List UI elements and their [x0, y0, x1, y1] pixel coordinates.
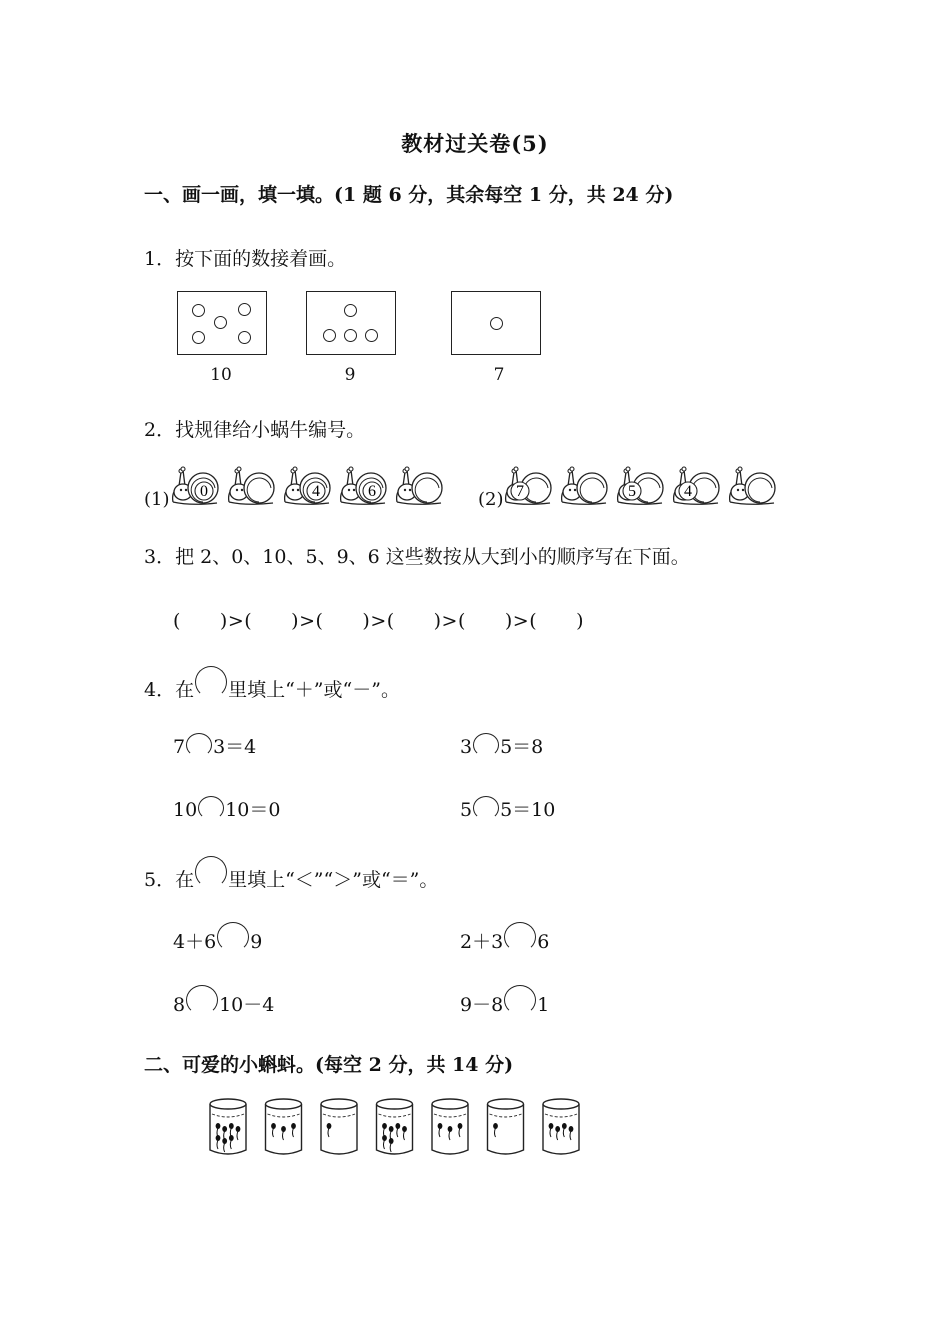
- q4-item-2: [460, 732, 543, 759]
- operand: 9－8: [460, 994, 504, 1016]
- tadpole-jars: [210, 1099, 579, 1154]
- q4-text-before: 4．在: [144, 679, 195, 701]
- answer-circle[interactable]: [186, 985, 218, 1015]
- row2-label: (2): [478, 489, 504, 510]
- q4-text: [144, 666, 400, 702]
- q2-text: 2．找规律给小蜗牛编号。: [144, 419, 366, 441]
- section1-heading: 一、画一画，填一填。(1 题 6 分，其余每空 1 分，共 24 分): [144, 184, 674, 206]
- snail-number: 4: [312, 483, 320, 500]
- blank-circle-icon: [195, 666, 227, 698]
- snail-row-2: [506, 467, 775, 504]
- operand: 5＝8: [500, 736, 544, 758]
- tadpole-jar: [210, 1099, 246, 1154]
- operand: 6: [537, 931, 550, 953]
- tadpole-jar: [377, 1099, 413, 1154]
- answer-circle[interactable]: [186, 733, 212, 757]
- operand: 3: [460, 736, 473, 758]
- box-label-3: 7: [493, 365, 505, 385]
- q4-text-after: 里填上“＋”或“－”。: [228, 679, 400, 701]
- q4-item-4: [460, 795, 555, 822]
- answer-circle[interactable]: [473, 796, 499, 820]
- blank-circle-icon: [195, 856, 227, 888]
- snail-number: 0: [200, 483, 208, 500]
- q5-text-before: 5．在: [144, 869, 195, 891]
- operand: 2＋3: [460, 931, 504, 953]
- page-title: 教材过关卷(5): [401, 131, 549, 156]
- operand: 10＝0: [225, 799, 281, 821]
- snail-number: 6: [368, 483, 376, 500]
- snail-number: 4: [684, 483, 692, 500]
- q1-text: 1．按下面的数接着画。: [144, 248, 347, 270]
- tadpole-jar: [266, 1099, 302, 1154]
- operand: 1: [537, 994, 550, 1016]
- q4-item-1: [173, 732, 256, 759]
- box-label-2: 9: [344, 365, 356, 385]
- snail-row-1: [173, 467, 442, 504]
- tadpole-jar: [488, 1099, 524, 1154]
- q5-item-1: [173, 922, 262, 954]
- snail-number: 5: [628, 483, 636, 500]
- operand: 4＋6: [173, 931, 217, 953]
- operand: 10－4: [219, 994, 275, 1016]
- operand: 9: [250, 931, 263, 953]
- q4-item-3: [173, 795, 280, 822]
- tadpole-jar: [543, 1099, 579, 1154]
- q3-text: 3．把 2、0、10、5、9、6 这些数按从大到小的顺序写在下面。: [144, 546, 690, 568]
- answer-circle[interactable]: [504, 985, 536, 1015]
- q3-answer-blanks[interactable]: ( )>( )>( )>( )>( )>( ): [173, 610, 585, 632]
- box-label-1: 10: [210, 365, 232, 385]
- snail-number: 7: [516, 483, 524, 500]
- operand: 5: [460, 799, 473, 821]
- operand: 7: [173, 736, 186, 758]
- q5-item-4: [460, 985, 549, 1017]
- answer-circle[interactable]: [198, 796, 224, 820]
- q5-item-2: [460, 922, 549, 954]
- operand: 3＝4: [213, 736, 257, 758]
- section2-heading: 二、可爱的小蝌蚪。(每空 2 分，共 14 分): [144, 1054, 514, 1076]
- answer-circle[interactable]: [217, 922, 249, 952]
- q5-item-3: [173, 985, 274, 1017]
- answer-circle[interactable]: [504, 922, 536, 952]
- q5-text-after: 里填上“＜”“＞”或“＝”。: [228, 869, 439, 891]
- tadpole-jar: [432, 1099, 468, 1154]
- q5-text: [144, 856, 438, 892]
- operand: 5＝10: [500, 799, 556, 821]
- row1-label: (1): [144, 489, 170, 510]
- operand: 10: [173, 799, 198, 821]
- operand: 8: [173, 994, 186, 1016]
- tadpole-jar: [321, 1099, 357, 1154]
- answer-circle[interactable]: [473, 733, 499, 757]
